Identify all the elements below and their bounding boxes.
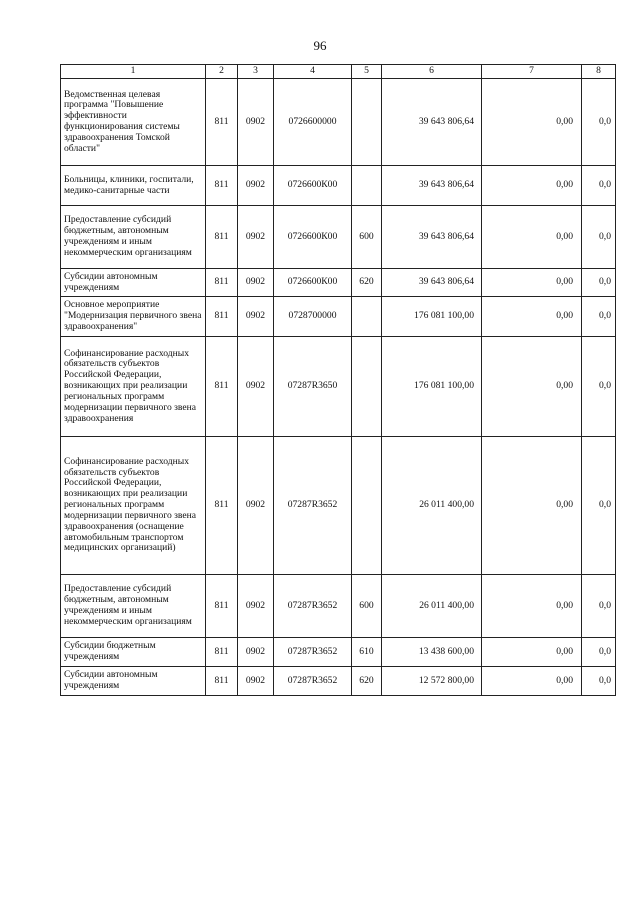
row-col-7: 0,00 [482, 638, 582, 667]
row-col-3: 0902 [238, 437, 274, 575]
row-col-2: 811 [206, 575, 238, 638]
row-col-4: 0726600К00 [274, 269, 352, 297]
header-cell-8: 8 [582, 65, 616, 79]
row-col-8: 0,0 [582, 269, 616, 297]
row-col-7: 0,00 [482, 297, 582, 337]
row-col-3: 0902 [238, 297, 274, 337]
row-col-2: 811 [206, 269, 238, 297]
table-row [61, 269, 616, 297]
row-col-4: 0726600000 [274, 79, 352, 166]
row-col-3: 0902 [238, 79, 274, 166]
row-col-6: 39 643 806,64 [382, 206, 482, 269]
row-col-5 [352, 337, 382, 437]
row-col-8: 0,0 [582, 437, 616, 575]
header-cell-4: 4 [274, 65, 352, 79]
row-col-4: 07287R3650 [274, 337, 352, 437]
row-col-2: 811 [206, 79, 238, 166]
row-col-2: 811 [206, 206, 238, 269]
budget-table [60, 64, 616, 696]
row-name: Предоставление субсидий бюджетным, автономным учреждениям и иным некоммерческим организациям [61, 575, 206, 638]
row-col-4: 07287R3652 [274, 667, 352, 696]
row-col-5 [352, 79, 382, 166]
row-col-7: 0,00 [482, 206, 582, 269]
row-col-2: 811 [206, 638, 238, 667]
header-cell-1: 1 [61, 65, 206, 79]
header-cell-3: 3 [238, 65, 274, 79]
row-col-6: 13 438 600,00 [382, 638, 482, 667]
row-col-7: 0,00 [482, 166, 582, 206]
row-col-5 [352, 437, 382, 575]
row-col-5: 610 [352, 638, 382, 667]
row-name: Софинансирование расходных обязательств субъектов Российской Федерации, возникающих при реализации региональных программ модернизации первичного звена здравоохранения [61, 337, 206, 437]
row-col-2: 811 [206, 166, 238, 206]
header-cell-5: 5 [352, 65, 382, 79]
row-name: Субсидии бюджетным учреждениям [61, 638, 206, 667]
row-col-5 [352, 166, 382, 206]
row-col-5 [352, 297, 382, 337]
table-row [61, 166, 616, 206]
row-col-7: 0,00 [482, 79, 582, 166]
header-cell-2: 2 [206, 65, 238, 79]
row-col-4: 07287R3652 [274, 437, 352, 575]
row-col-3: 0902 [238, 575, 274, 638]
row-col-7: 0,00 [482, 667, 582, 696]
row-col-2: 811 [206, 667, 238, 696]
table-row [61, 638, 616, 667]
row-col-3: 0902 [238, 667, 274, 696]
row-col-6: 26 011 400,00 [382, 575, 482, 638]
row-col-8: 0,0 [582, 667, 616, 696]
row-col-4: 07287R3652 [274, 638, 352, 667]
table-row [61, 337, 616, 437]
row-name: Софинансирование расходных обязательств субъектов Российской Федерации, возникающих при реализации региональных программ модернизации первичного звена здравоохранения (оснащение автомобильным транспортом медицинских организаций) [61, 437, 206, 575]
table-row [61, 79, 616, 166]
row-col-3: 0902 [238, 638, 274, 667]
table-row [61, 297, 616, 337]
row-col-6: 176 081 100,00 [382, 297, 482, 337]
row-col-6: 39 643 806,64 [382, 269, 482, 297]
row-col-8: 0,0 [582, 638, 616, 667]
row-col-6: 39 643 806,64 [382, 79, 482, 166]
row-col-2: 811 [206, 337, 238, 437]
row-col-8: 0,0 [582, 337, 616, 437]
table-header-row [61, 65, 616, 79]
row-col-8: 0,0 [582, 166, 616, 206]
row-col-3: 0902 [238, 206, 274, 269]
row-col-5: 620 [352, 269, 382, 297]
row-col-5: 600 [352, 206, 382, 269]
row-col-8: 0,0 [582, 575, 616, 638]
row-col-7: 0,00 [482, 575, 582, 638]
row-col-4: 0726600К00 [274, 166, 352, 206]
table-row [61, 437, 616, 575]
page-number: 96 [313, 38, 327, 53]
row-col-3: 0902 [238, 166, 274, 206]
row-col-6: 26 011 400,00 [382, 437, 482, 575]
row-name: Больницы, клиники, госпитали, медико-санитарные части [61, 166, 206, 206]
row-col-4: 0726600К00 [274, 206, 352, 269]
row-name: Ведомственная целевая программа "Повышение эффективности функционирования системы здравоохранения Томской области" [61, 79, 206, 166]
row-col-7: 0,00 [482, 269, 582, 297]
row-col-8: 0,0 [582, 297, 616, 337]
row-col-7: 0,00 [482, 437, 582, 575]
row-col-6: 176 081 100,00 [382, 337, 482, 437]
row-col-6: 39 643 806,64 [382, 166, 482, 206]
row-col-5: 620 [352, 667, 382, 696]
table-row [61, 667, 616, 696]
row-col-5: 600 [352, 575, 382, 638]
row-col-2: 811 [206, 297, 238, 337]
row-col-4: 07287R3652 [274, 575, 352, 638]
row-col-2: 811 [206, 437, 238, 575]
row-name: Субсидии автономным учреждениям [61, 269, 206, 297]
row-col-4: 0728700000 [274, 297, 352, 337]
row-col-7: 0,00 [482, 337, 582, 437]
row-col-8: 0,0 [582, 79, 616, 166]
row-col-8: 0,0 [582, 206, 616, 269]
row-name: Субсидии автономным учреждениям [61, 667, 206, 696]
row-col-3: 0902 [238, 269, 274, 297]
header-cell-6: 6 [382, 65, 482, 79]
row-col-6: 12 572 800,00 [382, 667, 482, 696]
row-col-3: 0902 [238, 337, 274, 437]
row-name: Основное мероприятие "Модернизация первичного звена здравоохранения" [61, 297, 206, 337]
row-name: Предоставление субсидий бюджетным, автономным учреждениям и иным некоммерческим организациям [61, 206, 206, 269]
table-row [61, 575, 616, 638]
table-row [61, 206, 616, 269]
header-cell-7: 7 [482, 65, 582, 79]
